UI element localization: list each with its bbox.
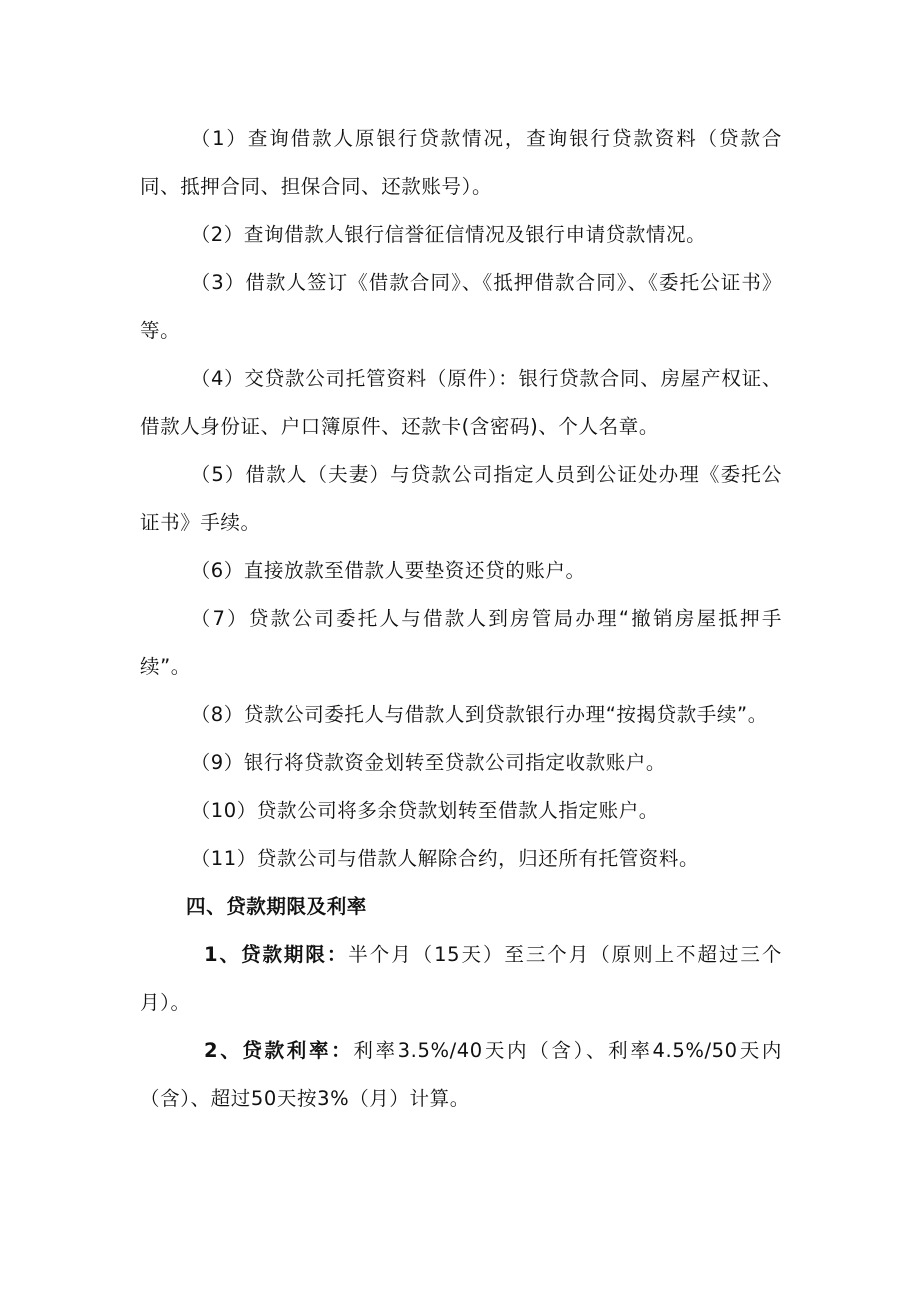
procedure-step-8: （8）贷款公司委托人与借款人到贷款银行办理“按揭贷款手续”。 (190, 703, 768, 726)
procedure-step-11: （11）贷款公司与借款人解除合约，归还所有托管资料。 (190, 847, 700, 870)
procedure-step-3: （3）借款人签订《借款合同》、《抵押借款合同》、《委托公证书》等。 (140, 271, 782, 342)
loan-rate-text: 利率3.5%/40天内（含）、利率4.5%/50天内（含）、超过50天按3%（月）计算。 (140, 1039, 782, 1110)
procedure-step-2: （2）查询借款人银行信誉征信情况及银行申请贷款情况。 (190, 223, 707, 246)
procedure-step-9: （9）银行将贷款资金划转至贷款公司指定收款账户。 (190, 751, 666, 774)
procedure-step-5: （5）借款人（夫妻）与贷款公司指定人员到公证处办理《委托公证书》手续。 (140, 463, 782, 534)
procedure-step-10: （10）贷款公司将多余贷款划转至借款人指定账户。 (190, 799, 659, 822)
loan-term-paragraph (140, 931, 782, 1027)
loan-rate-paragraph (140, 1027, 782, 1123)
document-page (140, 115, 782, 1123)
section-heading: 四、贷款期限及利率 (186, 895, 367, 918)
loan-rate-label: 2、贷款利率： (204, 1039, 354, 1062)
loan-term-text: 半个月（15天）至三个月（原则上不超过三个月）。 (140, 943, 782, 1014)
procedure-step-1: （1）查询借款人原银行贷款情况，查询银行贷款资料（贷款合同、抵押合同、担保合同、还款账号）。 (140, 127, 782, 198)
procedure-step-7: （7）贷款公司委托人与借款人到房管局办理“撤销房屋抵押手续”。 (140, 607, 782, 678)
loan-term-label: 1、贷款期限： (204, 943, 349, 966)
procedure-step-4: （4）交贷款公司托管资料（原件）：银行贷款合同、房屋产权证、借款人身份证、户口簿原件、还款卡(含密码)、个人名章。 (140, 367, 782, 438)
procedure-step-6: （6）直接放款至借款人要垫资还贷的账户。 (190, 559, 586, 582)
